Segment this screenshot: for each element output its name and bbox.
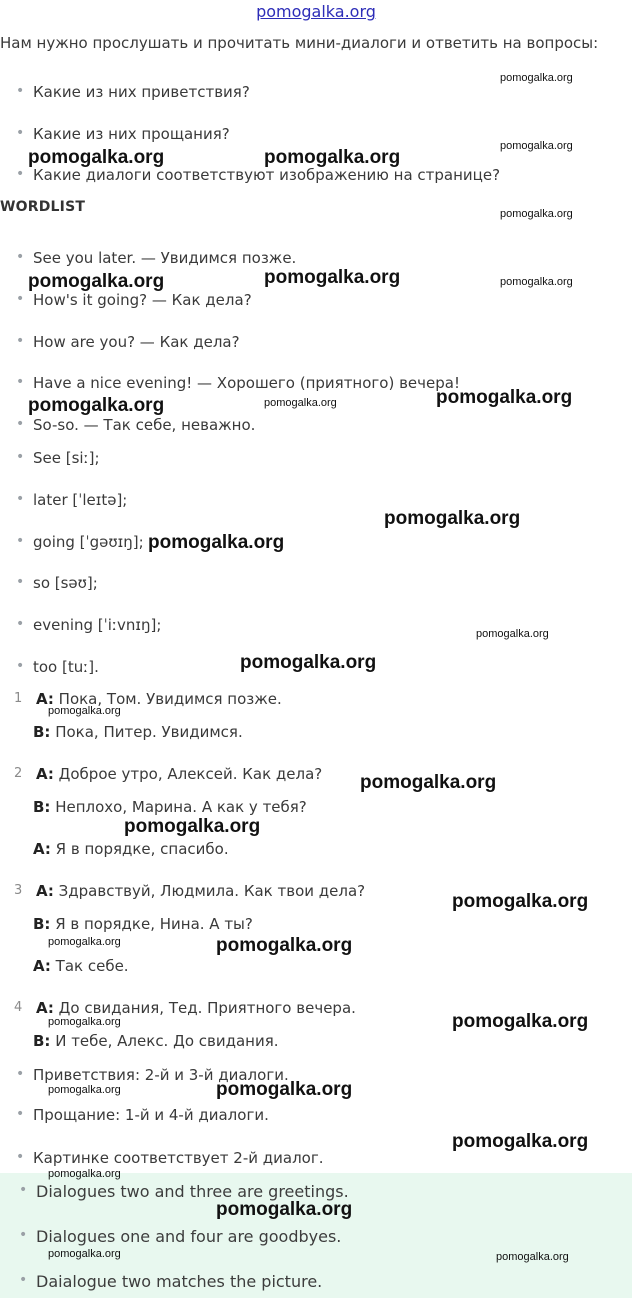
speaker-label: A:: [36, 882, 54, 900]
speaker-label: A:: [36, 690, 54, 708]
speaker-label: A:: [36, 999, 54, 1017]
watermark-small: pomogalka.org: [48, 1016, 121, 1028]
watermark: pomogalka.org: [28, 147, 165, 168]
line-text: Доброе утро, Алексей. Как дела?: [53, 765, 323, 783]
english-answer-item: [19, 1272, 323, 1291]
wordlist-text: So-so. — Так себе, неважно.: [33, 416, 256, 434]
wordlist-heading: WORDLIST: [0, 199, 86, 215]
wordlist-item: [16, 574, 98, 592]
dialogue-number: 3: [14, 883, 23, 898]
answer-item: [16, 1149, 324, 1167]
line-text: Неплохо, Марина. А как у тебя?: [50, 798, 307, 816]
bullet-icon: •: [16, 658, 25, 674]
dialogue-line: [36, 882, 365, 900]
bullet-icon: •: [16, 83, 25, 99]
watermark: pomogalka.org: [452, 1131, 589, 1152]
question-text: Какие диалоги соответствуют изображению на странице?: [33, 166, 501, 184]
wordlist-text: How's it going? — Как дела?: [33, 291, 252, 309]
intro-text: Нам нужно прослушать и прочитать мини-диалоги и ответить на вопросы:: [0, 34, 599, 52]
wordlist-item: [16, 616, 162, 634]
bullet-icon: •: [16, 574, 25, 590]
bullet-icon: •: [19, 1272, 28, 1288]
answer-text: Приветствия: 2-й и 3-й диалоги.: [33, 1066, 289, 1084]
wordlist-item: [16, 491, 128, 509]
watermark: pomogalka.org: [216, 1079, 353, 1100]
site-link[interactable]: pomogalka.org: [256, 2, 376, 21]
question-item: [16, 83, 250, 101]
bullet-icon: •: [16, 1149, 25, 1165]
watermark: pomogalka.org: [452, 891, 589, 912]
dialogue-line: [33, 1032, 279, 1050]
dialogue-line: [33, 723, 243, 741]
wordlist-text: evening [ˈiːvnɪŋ];: [33, 616, 162, 634]
question-item: [16, 125, 230, 143]
dialogue-line: [33, 840, 229, 858]
speaker-label: A:: [33, 840, 51, 858]
watermark-small: pomogalka.org: [500, 276, 573, 288]
line-text: Я в порядке, Нина. А ты?: [50, 915, 253, 933]
line-text: Так себе.: [50, 957, 129, 975]
wordlist-item: [16, 333, 240, 351]
wordlist-text: going [ˈgəʊɪŋ];: [33, 533, 144, 551]
speaker-label: B:: [33, 723, 51, 741]
watermark: pomogalka.org: [240, 652, 377, 673]
watermark: pomogalka.org: [436, 387, 573, 408]
bullet-icon: •: [16, 616, 25, 632]
bullet-icon: •: [16, 533, 25, 549]
watermark: pomogalka.org: [360, 772, 497, 793]
dialogue-line: [36, 999, 356, 1017]
wordlist-item: [16, 291, 252, 309]
answer-item: [16, 1106, 269, 1124]
watermark: pomogalka.org: [452, 1011, 589, 1032]
watermark: pomogalka.org: [148, 532, 285, 553]
watermark-small: pomogalka.org: [500, 140, 573, 152]
watermark-small: pomogalka.org: [48, 1168, 121, 1180]
watermark-small: pomogalka.org: [476, 628, 549, 640]
line-text: Пока, Питер. Увидимся.: [50, 723, 243, 741]
watermark: pomogalka.org: [216, 1199, 353, 1220]
bullet-icon: •: [16, 416, 25, 432]
dialogue-number: 4: [14, 1000, 23, 1015]
watermark-small: pomogalka.org: [500, 208, 573, 220]
watermark: pomogalka.org: [264, 267, 401, 288]
watermark-small: pomogalka.org: [48, 1248, 121, 1260]
speaker-label: B:: [33, 798, 51, 816]
bullet-icon: •: [19, 1182, 28, 1198]
speaker-label: B:: [33, 915, 51, 933]
watermark: pomogalka.org: [28, 271, 165, 292]
watermark-small: pomogalka.org: [264, 397, 337, 409]
answer-text: Прощание: 1-й и 4-й диалоги.: [33, 1106, 269, 1124]
watermark-small: pomogalka.org: [48, 936, 121, 948]
line-text: До свидания, Тед. Приятного вечера.: [53, 999, 356, 1017]
watermark-small: pomogalka.org: [48, 705, 121, 717]
bullet-icon: •: [16, 166, 25, 182]
wordlist-item: [16, 249, 297, 267]
wordlist-text: too [tuː].: [33, 658, 99, 676]
wordlist-item: [16, 416, 256, 434]
speaker-label: B:: [33, 1032, 51, 1050]
bullet-icon: •: [16, 333, 25, 349]
question-text: Какие из них приветствия?: [33, 83, 250, 101]
dialogue-line: [33, 798, 307, 816]
watermark: pomogalka.org: [264, 147, 401, 168]
wordlist-item: [16, 658, 99, 676]
question-text: Какие из них прощания?: [33, 125, 230, 143]
wordlist-text: See you later. — Увидимся позже.: [33, 249, 297, 267]
wordlist-text: so [səʊ];: [33, 574, 98, 592]
speaker-label: A:: [33, 957, 51, 975]
line-text: Пока, Том. Увидимся позже.: [53, 690, 282, 708]
watermark: pomogalka.org: [384, 508, 521, 529]
watermark: pomogalka.org: [124, 816, 261, 837]
bullet-icon: •: [16, 125, 25, 141]
bullet-icon: •: [19, 1227, 28, 1243]
answer-text: Картинке соответствует 2-й диалог.: [33, 1149, 324, 1167]
wordlist-item: [16, 374, 460, 392]
english-answer-text: Dialogues two and three are greetings.: [36, 1182, 349, 1201]
wordlist-item: [16, 533, 144, 551]
watermark-small: pomogalka.org: [500, 72, 573, 84]
dialogue-line: [33, 957, 129, 975]
bullet-icon: •: [16, 1106, 25, 1122]
line-text: И тебе, Алекс. До свидания.: [50, 1032, 279, 1050]
watermark-small: pomogalka.org: [496, 1251, 569, 1263]
line-text: Я в порядке, спасибо.: [50, 840, 229, 858]
bullet-icon: •: [16, 249, 25, 265]
english-answer-text: Daialogue two matches the picture.: [36, 1272, 323, 1291]
bullet-icon: •: [16, 491, 25, 507]
english-answer-item: [19, 1227, 342, 1246]
english-answer-text: Dialogues one and four are goodbyes.: [36, 1227, 342, 1246]
wordlist-item: [16, 449, 100, 467]
bullet-icon: •: [16, 1066, 25, 1082]
wordlist-text: How are you? — Как дела?: [33, 333, 240, 351]
dialogue-line: [36, 765, 322, 783]
wordlist-text: See [siː];: [33, 449, 100, 467]
watermark: pomogalka.org: [216, 935, 353, 956]
bullet-icon: •: [16, 449, 25, 465]
watermark-small: pomogalka.org: [48, 1084, 121, 1096]
dialogue-number: 1: [14, 691, 23, 706]
speaker-label: A:: [36, 765, 54, 783]
line-text: Здравствуй, Людмила. Как твои дела?: [53, 882, 366, 900]
dialogue-number: 2: [14, 766, 23, 781]
watermark: pomogalka.org: [28, 395, 165, 416]
wordlist-text: Have a nice evening! — Хорошего (приятного) вечера!: [33, 374, 460, 392]
bullet-icon: •: [16, 291, 25, 307]
dialogue-line: [33, 915, 253, 933]
bullet-icon: •: [16, 374, 25, 390]
wordlist-text: later [ˈleɪtə];: [33, 491, 128, 509]
